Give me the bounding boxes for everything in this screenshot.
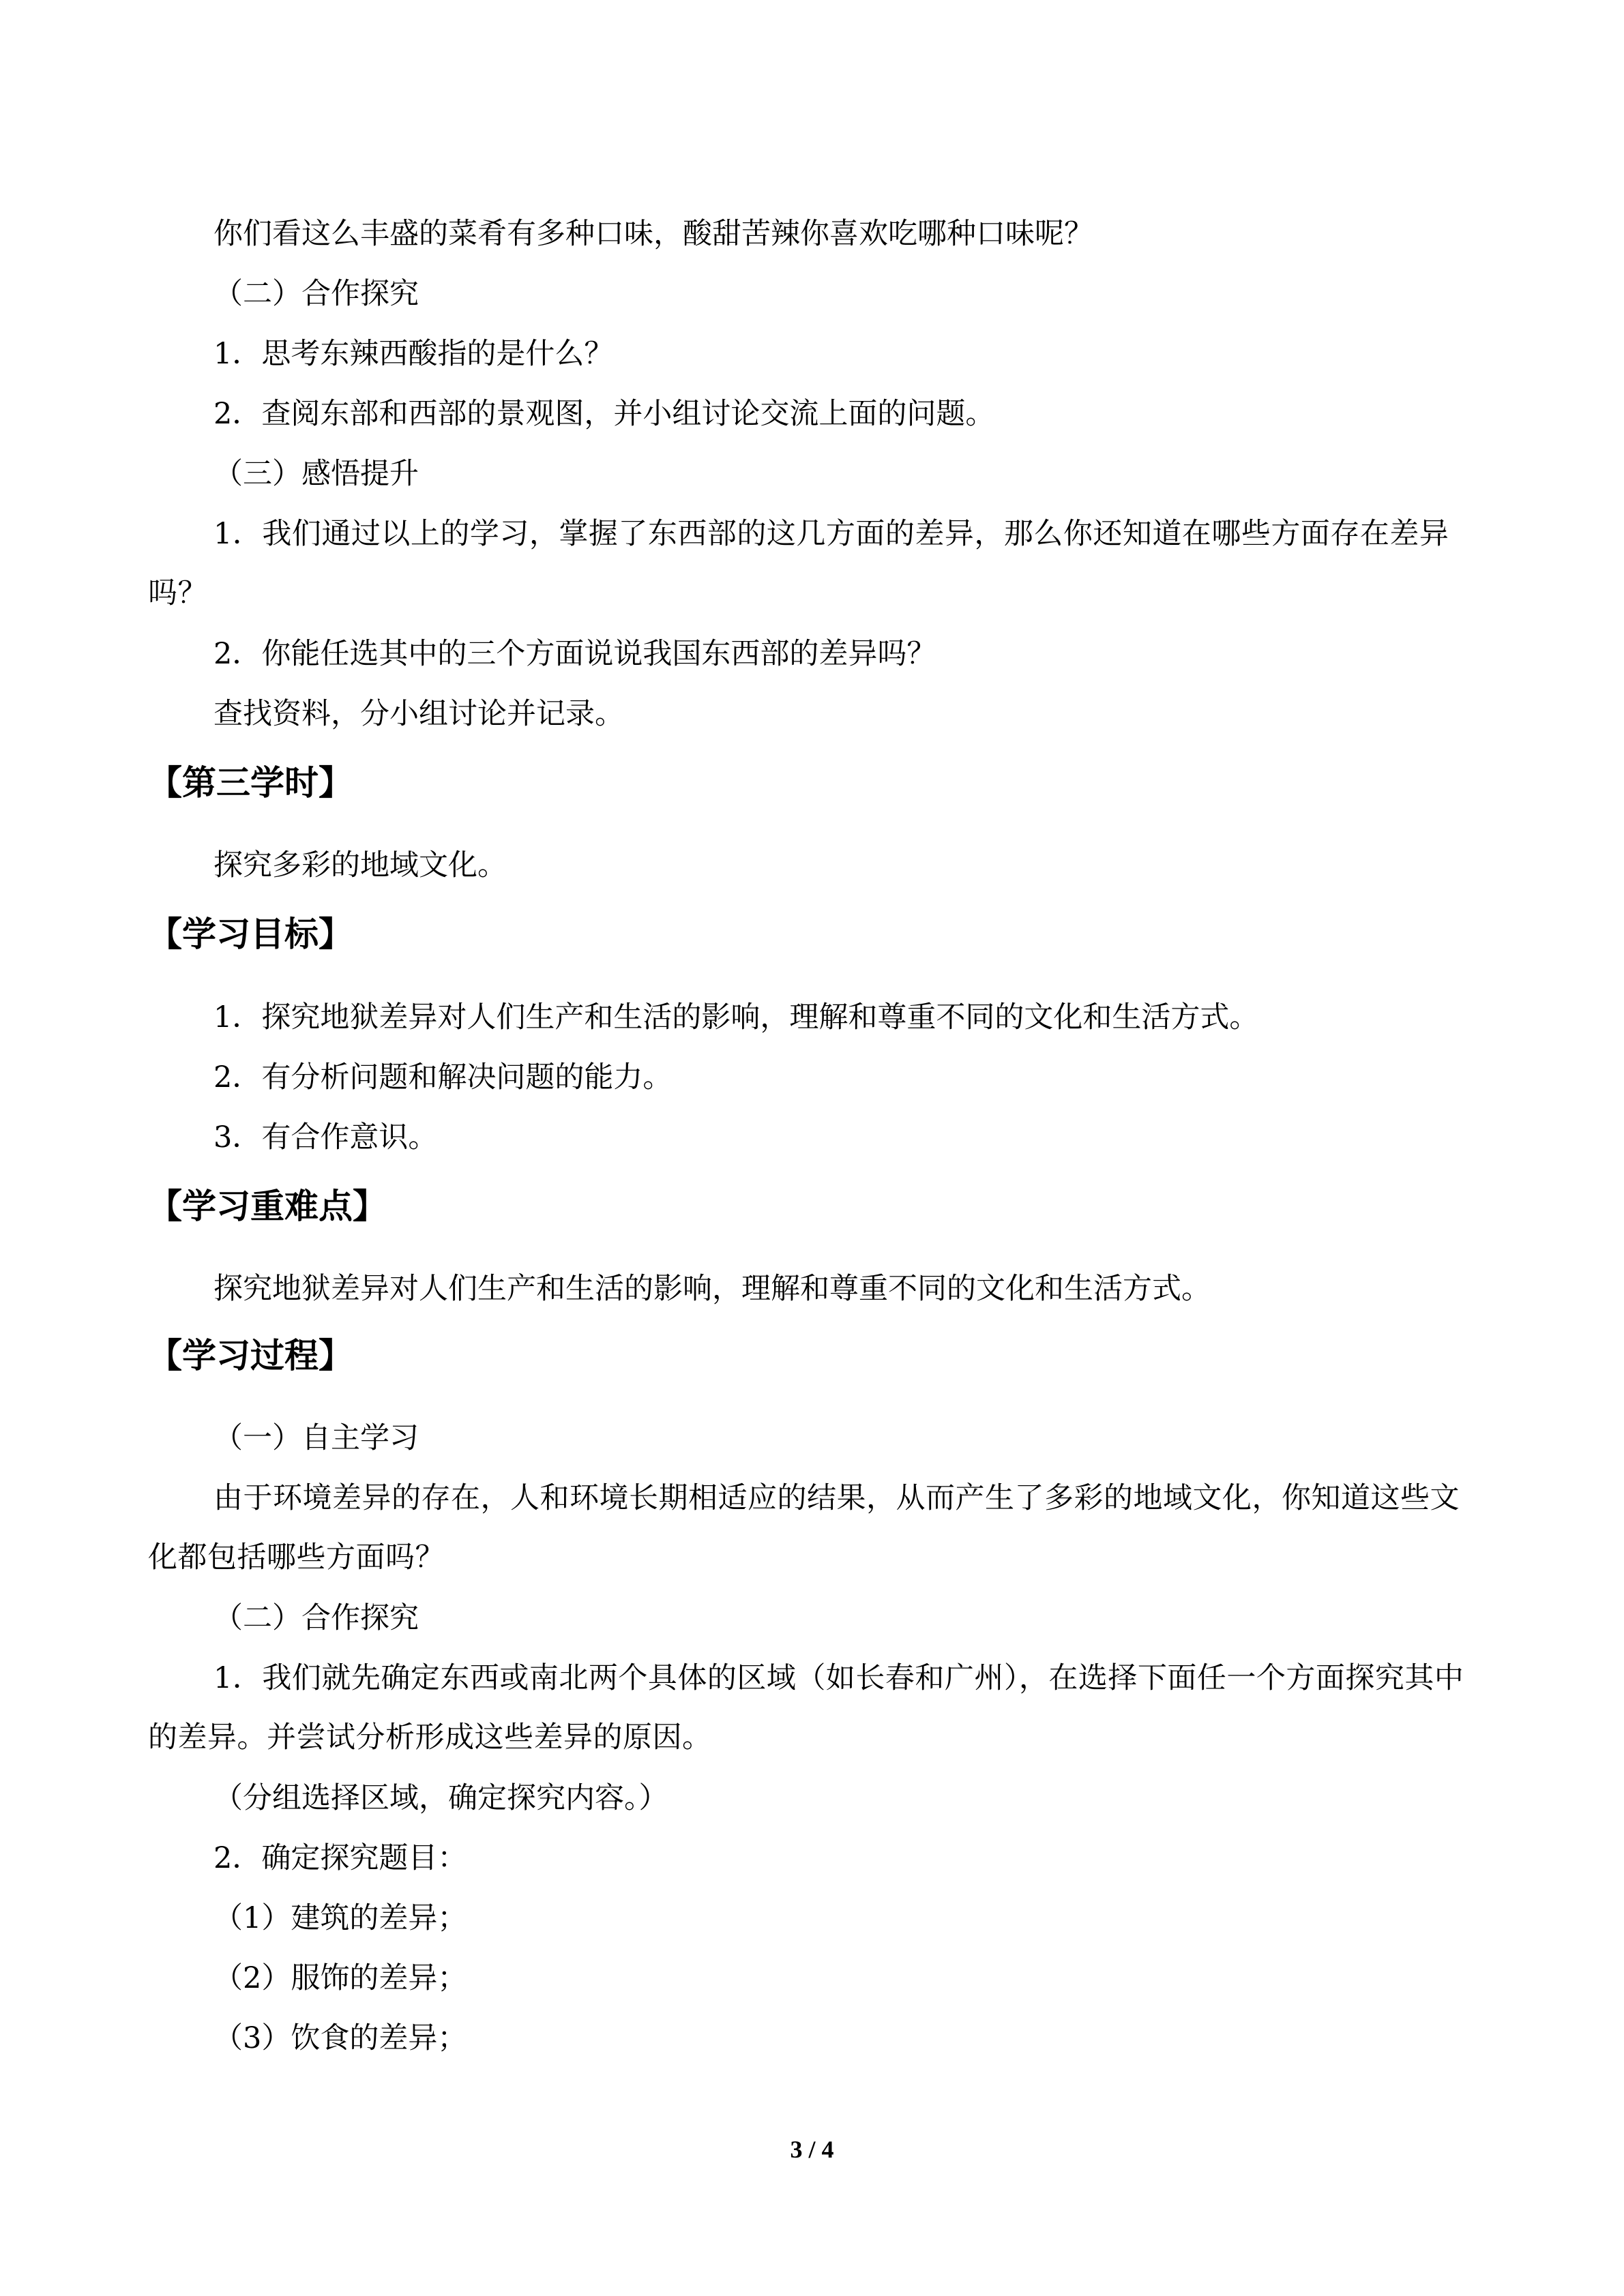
list-item: （3）饮食的差异； [213,2021,467,2055]
section-heading: 【学习过程】 [148,1336,353,1375]
section-subheading: （三）感悟提升 [213,457,419,491]
list-item: 1．我们通过以上的学习，掌握了东西部的这几方面的差异，那么你还知道在哪些方面存在差异吗？ [148,517,1449,610]
list-item: 2．查阅东部和西部的景观图，并小组讨论交流上面的问题。 [213,397,995,431]
section-heading: 【学习重难点】 [148,1187,387,1226]
list-item: 1．思考东辣西酸指的是什么？ [213,337,614,371]
paragraph: 探究地狱差异对人们生产和生活的影响，理解和尊重不同的文化和生活方式。 [213,1272,1211,1306]
section-heading: 【第三学时】 [148,763,353,803]
list-item: 1．探究地狱差异对人们生产和生活的影响，理解和尊重不同的文化和生活方式。 [213,1000,1259,1034]
list-item: 2．确定探究题目： [213,1841,467,1875]
paragraph: 查找资料，分小组讨论并记录。 [213,697,624,731]
list-item: 3．有合作意识。 [213,1120,438,1154]
list-item: （2）服饰的差异； [213,1961,467,1995]
paragraph: 你们看这么丰盛的菜肴有多种口味，酸甜苦辣你喜欢吃哪种口味呢？ [213,217,1093,251]
page-number: 3 / 4 [790,2136,834,2163]
section-subheading: （一）自主学习 [213,1421,419,1455]
list-item: 2．有分析问题和解决问题的能力。 [213,1060,673,1094]
list-item: 1．我们就先确定东西或南北两个具体的区域（如长春和广州），在选择下面任一个方面探究其中的差异。并尝试分析形成这些差异的原因。 [148,1661,1464,1755]
section-subheading: （二）合作探究 [213,1601,419,1635]
list-item: （1）建筑的差异； [213,1901,467,1935]
paragraph: （分组选择区域，确定探究内容。） [213,1781,668,1815]
section-heading: 【学习目标】 [148,914,353,954]
paragraph: 探究多彩的地域文化。 [213,848,507,882]
paragraph: 由于环境差异的存在，人和环境长期相适应的结果，从而产生了多彩的地域文化，你知道这些文化都包括哪些方面吗？ [148,1481,1460,1575]
section-subheading: （二）合作探究 [213,277,419,311]
list-item: 2．你能任选其中的三个方面说说我国东西部的差异吗？ [213,637,936,671]
